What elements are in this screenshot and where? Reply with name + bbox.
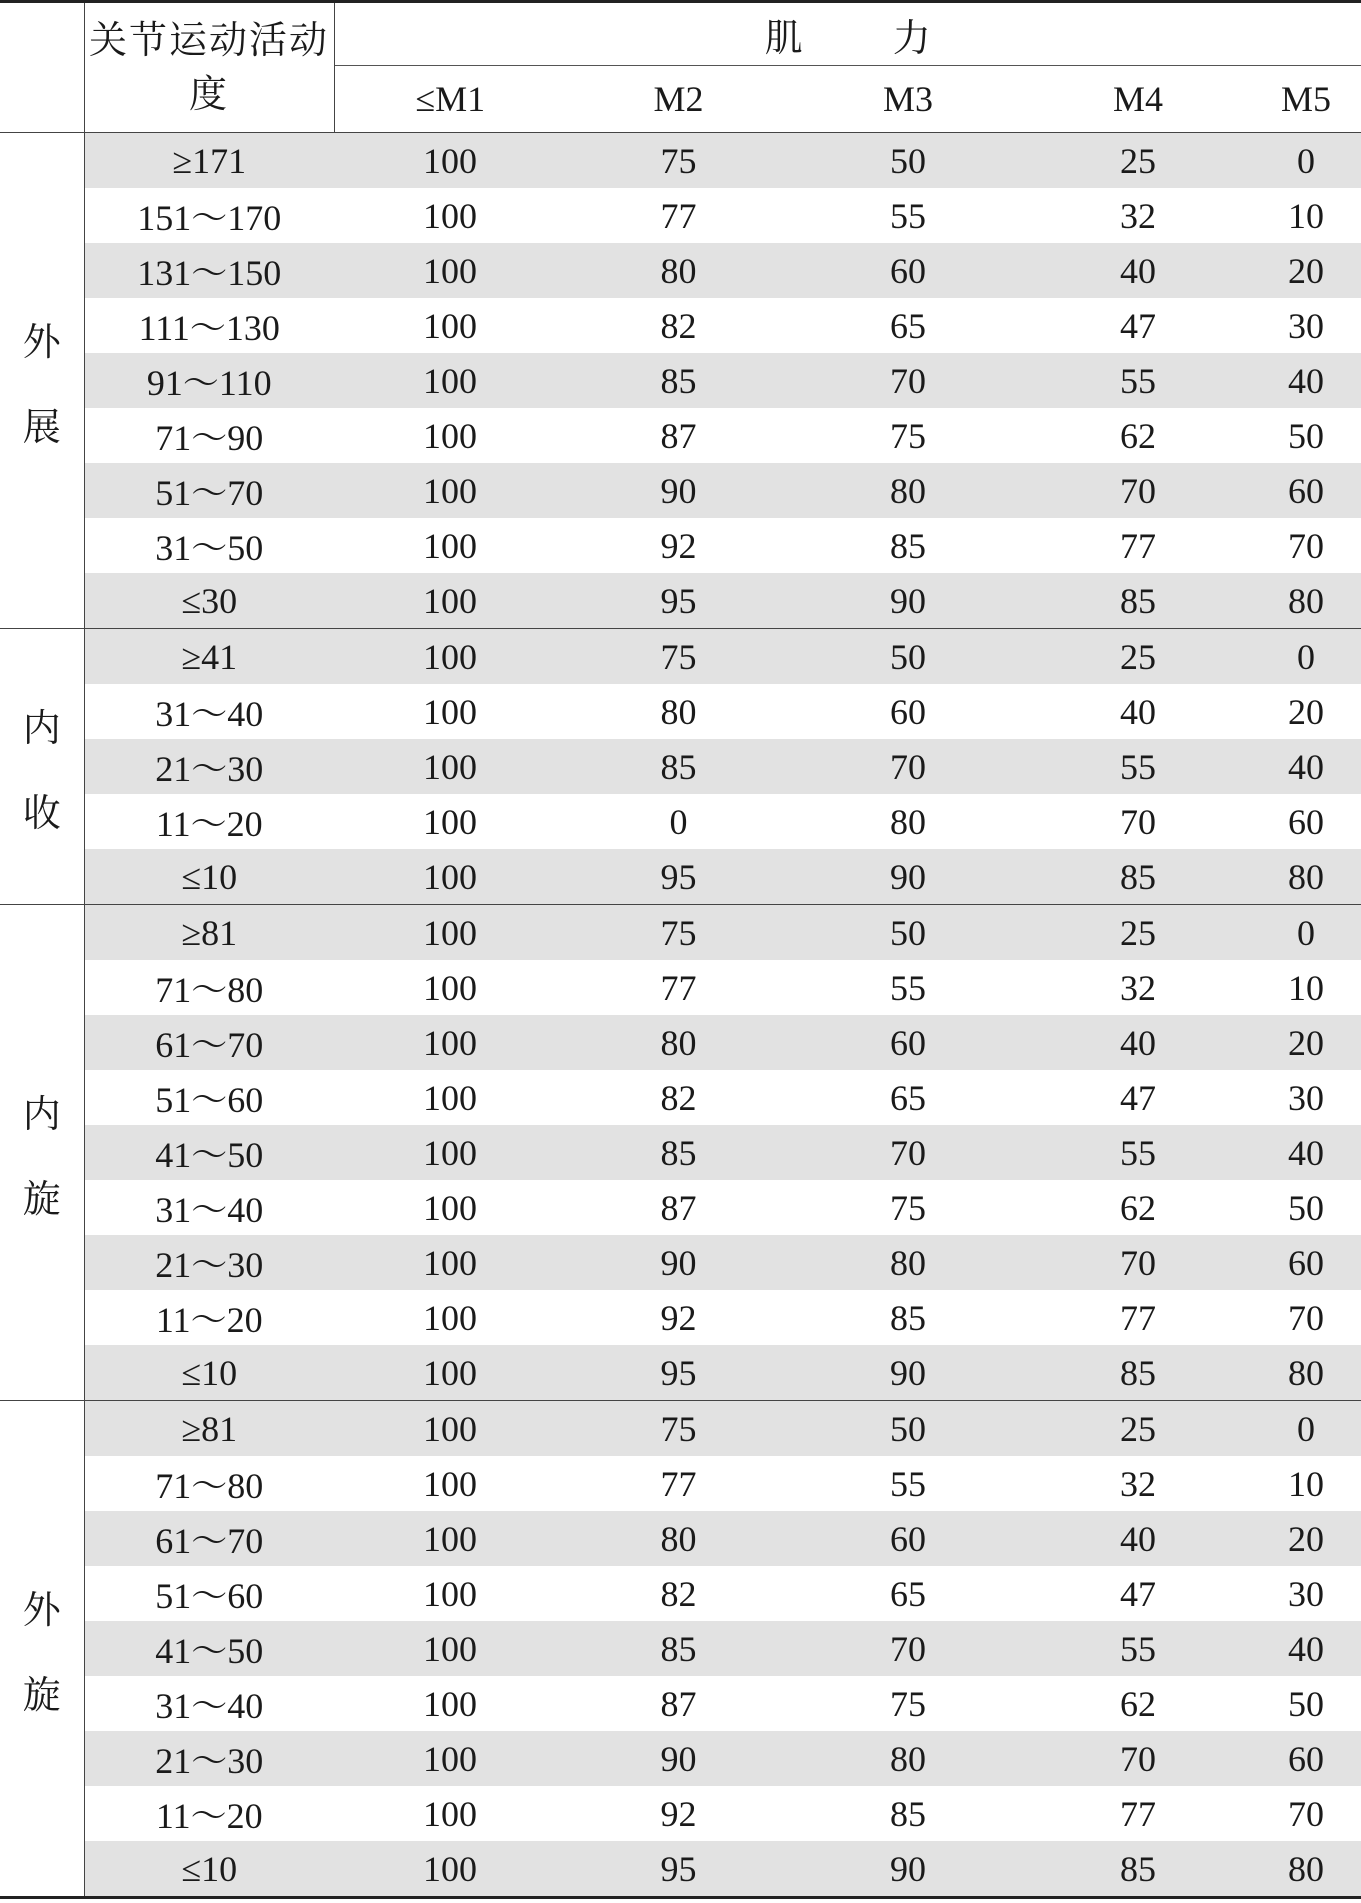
rom-range-cell: 11～20 <box>155 1796 263 1836</box>
score-cell-m4: 40 <box>1025 243 1251 298</box>
score-cell-m4: 40 <box>1025 1015 1251 1070</box>
score-cell-m4: 70 <box>1025 1731 1251 1786</box>
score-cell-m3: 85 <box>890 1297 926 1338</box>
rom-range-cell: 11～20 <box>155 1300 263 1340</box>
score-cell-m3: 70 <box>791 739 1025 794</box>
score-cell-m5: 10 <box>1288 195 1325 236</box>
score-cell-m2: 82 <box>660 1573 697 1614</box>
score-cell-m3: 85 <box>890 1793 926 1834</box>
score-cell-m3: 60 <box>890 691 926 732</box>
score-cell-m2: 95 <box>566 849 791 905</box>
score-cell-m5: 40 <box>1251 1621 1361 1676</box>
score-cell-m2: 90 <box>566 1731 791 1786</box>
score-cell-m2: 85 <box>566 1621 791 1676</box>
strength-label-b: 力 <box>892 17 931 60</box>
score-cell-m5: 80 <box>1251 573 1361 629</box>
score-cell-m2: 95 <box>566 1841 791 1898</box>
score-cell-m5: 20 <box>1251 243 1361 298</box>
score-cell-m1: 100 <box>334 1621 566 1676</box>
score-cell-m3: 85 <box>890 525 926 566</box>
score-cell-m2: 92 <box>660 1793 697 1834</box>
score-cell-m5: 50 <box>1288 415 1325 456</box>
score-cell-m5: 40 <box>1251 353 1361 408</box>
score-cell-m2: 90 <box>566 1235 791 1290</box>
score-cell-m5: 60 <box>1251 1731 1361 1786</box>
rom-range-cell: 51～60 <box>155 1080 264 1120</box>
score-cell-m5: 0 <box>1251 905 1361 961</box>
rom-range-cell: 11～20 <box>155 804 263 844</box>
group-label-char: 旋 <box>22 1178 61 1221</box>
score-cell-m5: 50 <box>1288 1683 1325 1724</box>
score-cell-m4: 25 <box>1025 133 1251 189</box>
group-label-internal-rotation <box>0 905 84 1401</box>
group-label-char: 外 <box>22 321 61 364</box>
column-header-m4: M4 <box>1025 66 1251 133</box>
score-cell-m5: 70 <box>1288 1297 1325 1338</box>
score-cell-m1: 100 <box>423 415 477 456</box>
score-cell-m2: 80 <box>660 691 697 732</box>
group-label-char: 旋 <box>22 1674 61 1717</box>
score-cell-m1: 100 <box>423 1077 477 1118</box>
score-cell-m1: 100 <box>423 1683 477 1724</box>
score-cell-m2: 92 <box>660 1297 697 1338</box>
score-cell-m1: 100 <box>423 525 477 566</box>
score-cell-m5: 20 <box>1251 1015 1361 1070</box>
muscle-strength-header <box>334 2 1361 66</box>
score-cell-m5: 40 <box>1251 1125 1361 1180</box>
rom-range-cell: ≤10 <box>84 1841 334 1898</box>
rom-range-cell: 71～90 <box>155 418 264 458</box>
table-row <box>0 1456 1361 1511</box>
score-cell-m3: 90 <box>791 1841 1025 1898</box>
score-cell-m4: 70 <box>1120 801 1156 842</box>
score-cell-m5: 80 <box>1251 849 1361 905</box>
header-corner-cell <box>0 2 84 133</box>
score-cell-m3: 90 <box>791 573 1025 629</box>
score-cell-m5: 60 <box>1251 1235 1361 1290</box>
score-cell-m2: 92 <box>660 525 697 566</box>
rom-range-cell: 21～30 <box>84 1731 334 1786</box>
score-cell-m4: 77 <box>1120 1297 1156 1338</box>
rom-range-cell: 71～80 <box>155 1466 264 1506</box>
table-row <box>0 1731 1361 1786</box>
score-cell-m1: 100 <box>334 1731 566 1786</box>
table-row <box>0 1786 1361 1841</box>
table-header <box>0 2 1361 133</box>
score-cell-m5: 80 <box>1251 1841 1361 1898</box>
score-cell-m2: 87 <box>660 1683 697 1724</box>
score-cell-m4: 47 <box>1120 1077 1156 1118</box>
score-cell-m1: 100 <box>334 463 566 518</box>
score-cell-m1: 100 <box>423 305 477 346</box>
score-cell-m1: 100 <box>334 1345 566 1401</box>
score-cell-m2: 77 <box>660 1463 697 1504</box>
score-cell-m5: 40 <box>1251 739 1361 794</box>
score-cell-m1: 100 <box>334 1235 566 1290</box>
score-cell-m1: 100 <box>423 195 477 236</box>
score-cell-m1: 100 <box>423 1793 477 1834</box>
score-cell-m1: 100 <box>423 691 477 732</box>
score-cell-m5: 60 <box>1251 463 1361 518</box>
score-cell-m1: 100 <box>334 849 566 905</box>
score-cell-m4: 55 <box>1025 1621 1251 1676</box>
group-label-external-rotation <box>0 1401 84 1898</box>
score-cell-m4: 70 <box>1025 1235 1251 1290</box>
table-row <box>0 960 1361 1015</box>
score-cell-m5: 20 <box>1251 1511 1361 1566</box>
score-cell-m3: 55 <box>890 967 926 1008</box>
score-cell-m1: 100 <box>423 1573 477 1614</box>
score-cell-m4: 85 <box>1025 1345 1251 1401</box>
rom-range-cell: 111～130 <box>138 308 280 348</box>
table-row <box>0 188 1361 243</box>
score-cell-m1: 100 <box>334 739 566 794</box>
score-cell-m2: 75 <box>566 905 791 961</box>
score-cell-m2: 80 <box>566 1015 791 1070</box>
score-cell-m5: 30 <box>1288 1077 1325 1118</box>
rom-range-cell: 31～40 <box>155 694 264 734</box>
rom-range-cell: 21～30 <box>84 739 334 794</box>
score-cell-m3: 60 <box>791 1511 1025 1566</box>
score-cell-m3: 65 <box>890 1573 926 1614</box>
table-row <box>0 1676 1361 1731</box>
score-cell-m1: 100 <box>334 1841 566 1898</box>
group-label-char: 内 <box>22 707 61 750</box>
table-row <box>0 1070 1361 1125</box>
rom-range-cell: 31～40 <box>155 1686 264 1726</box>
group-label-adduction <box>0 629 84 905</box>
score-cell-m4: 62 <box>1120 1187 1156 1228</box>
table-row <box>0 1511 1361 1566</box>
rom-range-cell: ≥171 <box>84 133 334 189</box>
score-cell-m5: 30 <box>1288 305 1325 346</box>
group-label-char: 展 <box>22 406 61 449</box>
score-cell-m2: 80 <box>566 1511 791 1566</box>
score-cell-m1: 100 <box>334 629 566 685</box>
score-cell-m4: 85 <box>1025 849 1251 905</box>
score-cell-m1: 100 <box>423 801 477 842</box>
score-cell-m4: 47 <box>1120 1573 1156 1614</box>
table-row <box>0 1015 1361 1070</box>
rom-range-cell: 71～80 <box>155 970 264 1010</box>
score-cell-m1: 100 <box>334 243 566 298</box>
score-cell-m1: 100 <box>334 1511 566 1566</box>
score-cell-m3: 80 <box>890 801 926 842</box>
score-cell-m2: 95 <box>566 1345 791 1401</box>
column-header-m3: M3 <box>791 66 1025 133</box>
score-cell-m4: 70 <box>1025 463 1251 518</box>
score-cell-m4: 62 <box>1120 415 1156 456</box>
table-row <box>0 1235 1361 1290</box>
group-label-char: 外 <box>22 1589 61 1632</box>
score-cell-m4: 40 <box>1120 691 1156 732</box>
rom-range-cell: ≥41 <box>84 629 334 685</box>
score-cell-m3: 50 <box>791 133 1025 189</box>
column-header-m1: ≤M1 <box>334 66 566 133</box>
score-cell-m4: 55 <box>1025 739 1251 794</box>
score-cell-m3: 50 <box>791 1401 1025 1457</box>
table-row <box>0 684 1361 739</box>
table-row <box>0 1566 1361 1621</box>
score-cell-m3: 50 <box>791 905 1025 961</box>
score-cell-m1: 100 <box>334 353 566 408</box>
table-row <box>0 794 1361 849</box>
score-cell-m4: 32 <box>1120 195 1156 236</box>
score-cell-m5: 70 <box>1288 1793 1325 1834</box>
score-cell-m3: 75 <box>890 415 926 456</box>
score-cell-m1: 100 <box>423 1463 477 1504</box>
strength-label-a: 肌 <box>764 17 803 60</box>
score-cell-m3: 70 <box>791 353 1025 408</box>
score-cell-m1: 100 <box>334 905 566 961</box>
column-header-m5: M5 <box>1251 66 1361 133</box>
rom-range-cell: ≥81 <box>84 1401 334 1457</box>
score-cell-m5: 50 <box>1288 1187 1325 1228</box>
score-cell-m2: 80 <box>566 243 791 298</box>
rom-range-cell: ≤10 <box>84 1345 334 1401</box>
table-row <box>0 298 1361 353</box>
score-cell-m5: 0 <box>1251 629 1361 685</box>
column-header-m2: M2 <box>566 66 791 133</box>
score-cell-m3: 70 <box>791 1621 1025 1676</box>
rom-range-cell: 41～50 <box>84 1125 334 1180</box>
score-cell-m4: 32 <box>1120 1463 1156 1504</box>
score-cell-m3: 55 <box>890 195 926 236</box>
score-cell-m1: 100 <box>423 967 477 1008</box>
score-cell-m3: 80 <box>791 1235 1025 1290</box>
score-cell-m3: 55 <box>890 1463 926 1504</box>
score-cell-m3: 75 <box>890 1187 926 1228</box>
score-cell-m4: 62 <box>1120 1683 1156 1724</box>
group-label-char: 收 <box>22 792 61 835</box>
score-cell-m2: 95 <box>566 573 791 629</box>
score-cell-m4: 47 <box>1120 305 1156 346</box>
table-row <box>0 1621 1361 1676</box>
table-row <box>0 573 1361 629</box>
score-cell-m5: 10 <box>1288 967 1325 1008</box>
score-cell-m2: 87 <box>660 1187 697 1228</box>
score-cell-m4: 85 <box>1025 573 1251 629</box>
score-cell-m5: 10 <box>1288 1463 1325 1504</box>
rom-range-cell: 91～110 <box>84 353 334 408</box>
score-cell-m3: 80 <box>791 1731 1025 1786</box>
score-cell-m2: 75 <box>566 133 791 189</box>
score-cell-m3: 60 <box>791 243 1025 298</box>
score-cell-m4: 40 <box>1025 1511 1251 1566</box>
table-row <box>0 1401 1361 1457</box>
score-cell-m1: 100 <box>334 1015 566 1070</box>
score-cell-m5: 20 <box>1288 691 1325 732</box>
score-cell-m2: 82 <box>660 1077 697 1118</box>
score-cell-m2: 87 <box>660 415 697 456</box>
table-row <box>0 1841 1361 1898</box>
score-cell-m1: 100 <box>334 1125 566 1180</box>
score-cell-m1: 100 <box>423 1297 477 1338</box>
score-cell-m2: 85 <box>566 1125 791 1180</box>
score-cell-m3: 75 <box>890 1683 926 1724</box>
table-row <box>0 1125 1361 1180</box>
score-cell-m5: 70 <box>1288 525 1325 566</box>
table-row <box>0 518 1361 573</box>
score-cell-m2: 90 <box>566 463 791 518</box>
score-cell-m3: 65 <box>890 305 926 346</box>
table-row <box>0 463 1361 518</box>
table-row <box>0 1345 1361 1401</box>
score-cell-m2: 82 <box>660 305 697 346</box>
score-cell-m4: 77 <box>1120 525 1156 566</box>
score-cell-m3: 50 <box>791 629 1025 685</box>
score-cell-m3: 60 <box>791 1015 1025 1070</box>
table-row <box>0 905 1361 961</box>
score-cell-m5: 0 <box>1251 133 1361 189</box>
table-row <box>0 133 1361 189</box>
rom-range-cell: 131～150 <box>84 243 334 298</box>
group-label-abduction <box>0 133 84 629</box>
score-cell-m5: 60 <box>1288 801 1325 842</box>
score-cell-m3: 65 <box>890 1077 926 1118</box>
score-cell-m2: 85 <box>566 739 791 794</box>
score-cell-m5: 80 <box>1251 1345 1361 1401</box>
score-cell-m3: 90 <box>791 1345 1025 1401</box>
score-cell-m2: 0 <box>669 801 688 842</box>
score-cell-m2: 77 <box>660 195 697 236</box>
table-row <box>0 1290 1361 1345</box>
score-cell-m5: 30 <box>1288 1573 1325 1614</box>
rom-range-cell: 21～30 <box>84 1235 334 1290</box>
table-row <box>0 1180 1361 1235</box>
table-row <box>0 408 1361 463</box>
rom-range-cell: 31～50 <box>155 528 264 568</box>
score-cell-m5: 0 <box>1251 1401 1361 1457</box>
rom-range-cell: 51～60 <box>155 1576 264 1616</box>
score-cell-m4: 55 <box>1025 1125 1251 1180</box>
score-cell-m3: 70 <box>791 1125 1025 1180</box>
rom-range-cell: 61～70 <box>84 1015 334 1070</box>
rom-range-cell: ≤30 <box>84 573 334 629</box>
score-cell-m3: 80 <box>791 463 1025 518</box>
rom-range-cell: 41～50 <box>84 1621 334 1676</box>
table-row <box>0 739 1361 794</box>
joint-rom-header: 关节运动活动度 <box>84 2 334 133</box>
rom-range-cell: 151～170 <box>137 198 282 238</box>
score-cell-m1: 100 <box>423 1187 477 1228</box>
score-cell-m4: 25 <box>1025 629 1251 685</box>
score-cell-m1: 100 <box>334 573 566 629</box>
score-cell-m1: 100 <box>334 133 566 189</box>
score-cell-m3: 90 <box>791 849 1025 905</box>
score-cell-m2: 85 <box>566 353 791 408</box>
score-cell-m2: 75 <box>566 1401 791 1457</box>
score-cell-m2: 77 <box>660 967 697 1008</box>
rom-range-cell: 61～70 <box>84 1511 334 1566</box>
score-cell-m2: 75 <box>566 629 791 685</box>
rom-range-cell: ≤10 <box>84 849 334 905</box>
table-row <box>0 629 1361 685</box>
group-label-char: 内 <box>22 1093 61 1136</box>
rom-range-cell: 31～40 <box>155 1190 264 1230</box>
rom-range-cell: ≥81 <box>84 905 334 961</box>
table-row <box>0 353 1361 408</box>
score-cell-m1: 100 <box>334 1401 566 1457</box>
score-cell-m4: 25 <box>1025 1401 1251 1457</box>
score-cell-m4: 32 <box>1120 967 1156 1008</box>
rom-range-cell: 51～70 <box>84 463 334 518</box>
score-cell-m4: 55 <box>1025 353 1251 408</box>
score-cell-m4: 85 <box>1025 1841 1251 1898</box>
table-row <box>0 849 1361 905</box>
score-cell-m4: 77 <box>1120 1793 1156 1834</box>
table-body <box>0 133 1361 1898</box>
score-cell-m4: 25 <box>1025 905 1251 961</box>
table-row <box>0 243 1361 298</box>
